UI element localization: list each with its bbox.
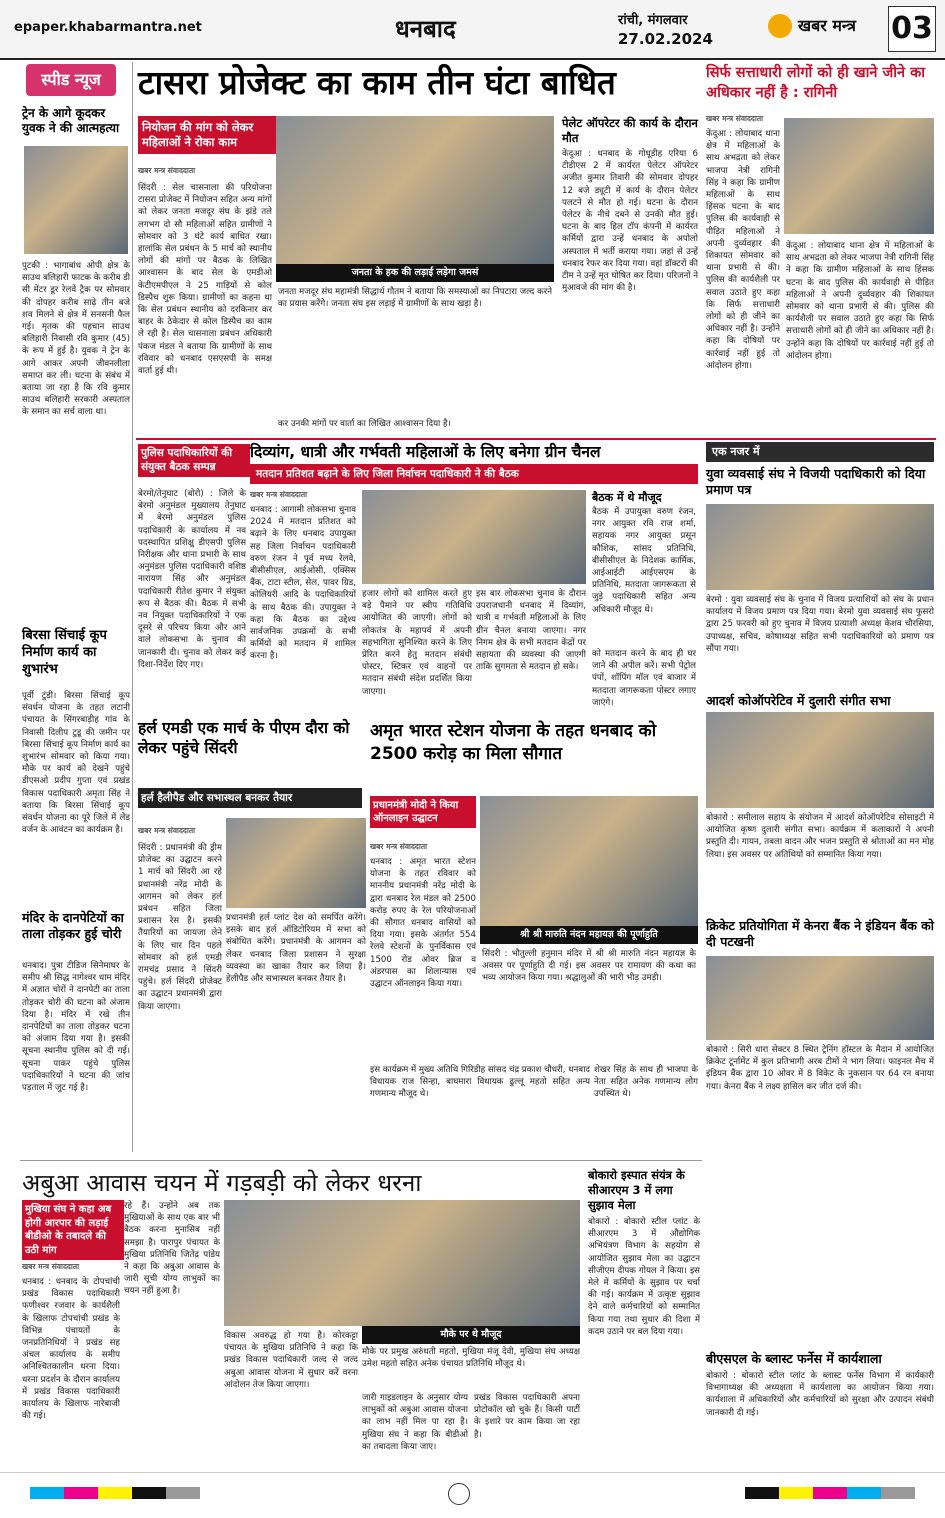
hurl-body-2: प्रधानमंत्री हर्ल प्लांट देश को समर्पित करेंगे। इसके बाद हर्ल ऑडिटोरियम में सभा को संबोधित करेंगे। प्रधानमंत्री के आगमन को लेकर धनबाद जिला प्रशासन ने सुरक्षा व्यवस्था का खाका तैयार कर लिया है। हेलीपैड और सभास्थल बनकर तैयार है।	[226, 913, 366, 985]
color-swatch-strip-left	[30, 1487, 200, 1499]
hurl-subheadline: हर्ल हैलीपैड और सभास्थल बनकर तैयार	[138, 788, 362, 808]
green-photo	[362, 490, 586, 584]
green-subheadline: मतदान प्रतिशत बढ़ाने के लिए जिला निर्वाचन पदाधिकारी ने की बैठक	[250, 464, 698, 484]
abua-photo	[224, 1200, 580, 1326]
lead-photo-body: जनता मजदूर संघ महामंत्री सिद्धार्थ गौतम ने बताया कि समस्याओं का निपटारा जल्द करने का प्रयास करेंगे। जनता संघ इस लड़ाई में ग्रामीणों के साथ खड़ा है।	[278, 287, 552, 310]
masthead-date: 27.02.2024	[618, 30, 713, 48]
green-body-3: इस बार लोकसभा चुनाव के दौरान उपराजधानी धनबाद में दिव्यांग, धात्री व गर्भवती महिलाओं के लिए ग्रीन चैनल बनाया जाएगा। नगर निगम क्षेत्र के सभी मतदान केंद्रों पर सहायता की व्यवस्था की जाएगी ताकि सुगमता से मतदान हो सके।	[476, 589, 586, 673]
speed-news-1-body: पुटकी : भागाबांध ओपी क्षेत्र के साउथ बलिहारी फाटक के करीब डी सी मेंटर डूर रेलवे ट्रैक पर सोमवार की दोपहर करीब साढ़े तीन बजे शव मिलने से क्षेत्र में सनसनी फैल गई। मृतक की पहचान साउथ बलिहारी निवासी रवि कुमार (45) के रूप में हुई है। युवक ने ट्रेन के आगे आकर अपनी जीवनलीला समाप्त कर ली। घटना के संबंध में बताया जा रहा है कि रवि कुमार साउथ बलिहारी सरकारी अस्पताल के समान का सर्च वाला था।	[22, 261, 130, 418]
green-byline: खबर मन्त्र संवाददाता	[250, 490, 308, 499]
amrit-headline: अमृत भारत स्टेशन योजना के तहत धनबाद को 2500 करोड़ का मिला सौगात	[370, 721, 657, 764]
abua-body-5: प्रखंड विकास पदाधिकारी अपना प्रोटोकॉल खो चुके हैं। किसी पार्टी के इशारे पर काम किया जा रहा है।	[474, 1393, 580, 1440]
speed-news-2-body: पूर्वी टुंडी। बिरसा सिंचाई कूप संवर्धन योजना के तहत लटानी पंचायत के सिंगरबाड़ीह गांव के निवासी दिलीप टुडू की जमीन पर बिरसा सिंचाई कूप निर्माण कार्य का शुभारंभ सोमवार को किया गया। मौके पर कार्य को देखने पहुंचे डीएसओ प्रदीप गुप्ता एवं प्रखंड विकास पदाधिकारी अमृता सिंह ने बताया कि बिरसा सिंचाई कूप संवर्धन योजना का पूरे जिले में लेंड वर्जन के आवंटन का कार्यक्रम है।	[22, 691, 130, 836]
hurl-byline: खबर मन्त्र संवाददाता	[138, 826, 196, 835]
speed-news-label: स्पीड न्यूज	[26, 64, 116, 96]
upper-divider	[136, 438, 936, 440]
abua-body-2: रहे हैं। उन्होंने अब तक मुखियाओं के साथ एक बार भी बैठक करना मुनासिब नहीं समझा है। पारापुर पंचायत के मुखिया प्रतिनिधि जितेंद्र पांडेय ने कहा कि अबुआ आवास के जारी सूची योग्य लाभुकों का चयन नहीं हुआ है।	[124, 1201, 220, 1297]
right-1-body: बेरमो : युवा व्यवसाई संघ के चुनाव में विजय प्रत्याशियों को संघ के प्रधान कार्यालय में विजय प्रमाण पत्र दिया गया। बेरमो युवा व्यवसाई संघ फुसरो द्वारा 25 फरवरी को हुए चुनाव में विजय प्रत्याशी अध्यक्ष केशव चौरसिया, उपाध्यक्ष, सचिव, कोषाध्यक्ष सहित सभी पदाधिकारियों को प्रमाण पत्र सौंपा गया।	[706, 595, 934, 654]
hurl-photo	[226, 818, 366, 908]
ragini-body: केंदुआ : लोयाबाद थाना क्षेत्र में महिलाओं के साथ अभद्रता को लेकर भाजपा नेत्री रागिनी सिंह ने कहा कि ग्रामीण महिलाओं के साथ हिंसक घटना के बाद पुलिस की कार्यवाही से पीड़ित महिलाओं ने अपनी दुर्व्यवहार की शिकायत सोमवार को थाना प्रभारी से की। पुलिस की कार्यशैली पर सवाल उठाते हुए कहा कि सिर्फ सत्ताधारी लोगों को ही जीने का अधिकार नहीं है। उन्होंने कहा कि दोषियों पर कार्रवाई नहीं हुई तो आंदोलन होगा।	[706, 129, 780, 371]
right-2-photo	[706, 712, 934, 808]
right-4-headline: बीएसएल के ब्लास्ट फर्नेस में कार्यशाला	[706, 1351, 882, 1366]
abua-photo-caption: मौके पर थे मौजूद	[362, 1326, 580, 1344]
right-3-body: बोकारो : सिरी धारा सेक्टर 8 स्थित ट्रेनिंग हॉस्टल के मैदान में आयोजित क्रिकेट टूर्नामेंट में कुल प्रतिभागी अरब टीमों ने भाग लिया। फाइनल मैच में इंडियन बैंक द्वारा 10 ओवर में 8 विकेट के नुकसान पर 64 रन बनाया गया। केनरा बैंक ने लक्ष्य हासिल कर जीत दर्ज की।	[706, 1045, 934, 1092]
lead-byline: खबर मन्त्र संवाददाता	[138, 166, 196, 175]
speed-news-3-body: धनबाद। पुत्रा टीडिज सिनेमाघर के समीप श्री सिद्ध नागेश्वर धाम मंदिर में अज्ञात चोरों ने दानपेटी का ताला तोड़कर चोरी की घटना को अंजाम दिया है। मंदिर में रखे तीन दानपेटियों का ताला तोड़कर घटना को अंजाम दिया गया है। इसकी सूचना स्थानीय पुलिस को दी गई। सूचना पाकर पहुंचे पुलिस पदाधिकारियों ने घटना की जांच पड़ताल में जुट गई है।	[22, 961, 130, 1094]
abua-byline: खबर मन्त्र संवाददाता	[22, 1262, 80, 1271]
page-number: 03	[888, 6, 936, 52]
brand-logo-icon	[768, 14, 792, 38]
right-1-headline: युवा व्यवसाई संघ ने विजयी पदाधिकारी को दिया प्रमाण पत्र	[706, 466, 926, 498]
hurl-headline: हर्ल एमडी एक मार्च के पीएम दौरा को लेकर पहुंचे सिंदरी	[138, 719, 350, 758]
lead-tail: कर उनकी मांगों पर वार्ता का लिखित आश्वासन दिया है।	[278, 419, 451, 429]
speed-news-3-title: मंदिर के दानपेटियों का ताला तोड़कर हुई चोरी	[22, 910, 124, 942]
masthead-place-day: रांची, मंगलवार	[618, 13, 688, 28]
amrit-photo	[480, 796, 698, 926]
green-attendees-body: बैठक में उपायुक्त वरुण रंजन, नगर आयुक्त रवि राज शर्मा, सहायक नगर आयुक्त प्रसून कौशिक, सांसद प्रतिनिधि, बीसीसीएल के निदेशक कार्मिक, आईआईटी आईएसएम के प्रतिनिधि, मतदाता जागरूकता से जुड़े पदाधिकारी सहित अन्य अधिकारी मौजूद थे।	[592, 507, 696, 615]
ragini-byline: खबर मन्त्र संवाददाता	[706, 114, 764, 123]
lead-subheadline: नियोजन की मांग को लेकर महिलाओं ने रोका काम	[138, 116, 280, 154]
registration-mark-icon	[448, 1483, 470, 1505]
pellet-body: केंदुआ : धनबाद के गोधूडीह एरिया 6 टीडीएस 2 में कार्यरत पेलेटर ऑपरेटर अजीत कुमार तिवारी की सोमवार दोपहर 12 बजे ड्यूटी में कार्य के दौरान पेलेटर पलटने से मौत हो गई। घटना के दौरान पेलेटर के नीचे दबने से उनकी मौत हुई। घटना के बाद हिल टॉप कंपनी में कार्यरत कर्मियों द्वारा उन्हें धनबाद के अपोलो अस्पताल में भर्ती कराया गया। जहां से उन्हें धनबाद रेफर कर दिया गया। वहां डॉक्टरों की टीम ने उन्हें मृत घोषित कर दिया। परिजनों ने मुआवजे की मांग की है।	[562, 149, 698, 294]
green-headline: दिव्यांग, धात्री और गर्भवती महिलाओं के लिए बनेगा ग्रीन चैनल	[250, 443, 601, 461]
amrit-body-2: इस कार्यक्रम में मुख्य अतिथि गिरिडीह सांसद चंद्र प्रकाश चौधरी, धनबाद विधायक राज सिन्हा, बाघमारा विधायक ढुल्लू महतो सहित अन्य गणमान्य मौजूद थे।	[370, 1065, 590, 1100]
amrit-photo-body: सिंदरी : भौतुल्ली हनुमान मंदिर में श्री श्री मारुति नंदन महायज्ञ के अवसर पर पूर्णाहुति दी गई। इस अवसर पर रामायण की कथा का भव्य आयोजन किया गया। श्रद्धालुओं की भारी भीड़ उमड़ी।	[482, 949, 696, 984]
left-column-divider	[132, 62, 133, 1152]
green-body-1: धनबाद : आगामी लोकसभा चुनाव 2024 में मतदान प्रतिशत को बढ़ाने के लिए धनबाद उपायुक्त सह जिला निर्वाचन पदाधिकारी वरुण रंजन ने पूर्व मध्य रेलवे, बीसीसीएल, आईओसी, एक्सिस बैंक, टाटा स्टील, सेल, पावर ग्रिड, कोलियरी आदि के पदाधिकारियों के साथ बैठक की। उपायुक्त ने कहा कि बैठक का उद्देश्य सार्वजनिक उपक्रमों के सभी कर्मियों को मतदान में शामिल करना है।	[250, 505, 356, 662]
green-body-2: हजार लोगों को शामिल करते हुए बड़े पैमाने पर स्वीप गतिविधि आयोजित की जाएगी। लोगों को लोकतंत्र के महापर्व में अपनी सहभागिता सुनिश्चित करने के लिए प्रेरित करने हेतु मतदान संबंधी पोस्टर, स्टिकर एवं वाहनों पर मतदान संबंधी संदेश प्रदर्शित किया जाएगा।	[362, 589, 472, 697]
police-headline: पुलिस पदाधिकारियों की संयुक्त बैठक सम्पन्न	[138, 444, 250, 477]
right-3-headline: क्रिकेट प्रतियोगिता में केनरा बैंक ने इंडियन बैंक को दी पटखनी	[706, 918, 935, 950]
lower-divider	[20, 1160, 702, 1161]
ragini-body-right: केंदुआ : लोयाबाद थाना क्षेत्र में महिलाओं के साथ अभद्रता को लेकर भाजपा नेत्री रागिनी सिंह ने कहा कि ग्रामीण महिलाओं के साथ हिंसक घटना के बाद पुलिस की कार्यवाही से पीड़ित महिलाओं ने अपनी दुर्व्यवहार की शिकायत सोमवार को थाना प्रभारी से की। पुलिस की कार्यशैली पर सवाल उठाते हुए कहा कि सिर्फ सत्ताधारी लोगों को ही जीने का अधिकार नहीं है। उन्होंने कहा कि दोषियों पर कार्रवाई नहीं हुई तो आंदोलन होगा।	[786, 241, 934, 361]
abua-photo-body: मौके पर प्रमुख अरुंधती महतो, मुखिया मंजू देवी, मुखिया संघ अध्यक्ष उमेश महतो सहित अनेक पंचायत प्रतिनिधि मौजूद थे।	[362, 1347, 580, 1370]
speed-news-2-title: बिरसा सिंचाई कूप निर्माण कार्य का शुभारंभ	[22, 628, 107, 677]
green-attendees-title: बैठक में थे मौजूद	[592, 491, 662, 504]
masthead	[0, 0, 945, 60]
abua-headline: अबुआ आवास चयन में गड़बड़ी को लेकर धरना	[22, 1169, 422, 1197]
amrit-byline: खबर मन्त्र संवाददाता	[370, 842, 428, 851]
abua-body-3: विकास अवरुद्ध हो गया है। कोरकट्टा पंचायत के मुखिया प्रतिनिधि ने कहा कि प्रखंड विकास पदाधिकारी जल्द से जल्द अबुआ आवास योजना में सुधार करें वरना आंदोलन तेज किया जाएगा।	[224, 1331, 358, 1390]
masthead-city: धनबाद	[395, 15, 456, 43]
green-attendees-tail: को मतदान करने के बाद ही घर जाने की अपील करें। सभी पेट्रोल पंपों, शॉपिंग मॉल एवं बाजार में मतदाता जागरूकता पोस्टर लगाए जाएंगे।	[592, 649, 696, 708]
amrit-tail: शेखर सिंह के साथ ही भाजपा के नेता सहित अनेक गणमान्य लोग उपस्थित थे।	[594, 1065, 698, 1100]
police-body: बेरमो/तेनुघाट (बोरो) : जिले के बेरमो अनुमंडल मुख्यालय तेनुघाट में बेरमो अनुमंडल पुलिस पदाधिकारी के कार्यालय में नव पदस्थापित प्रशिक्षु डीएसपी पुलिस निरीक्षक और थाना प्रभारी के साथ अनुमंडल पुलिस पदाधिकारी वशिष्ठ नारायण सिंह और अनुमंडल पदाधिकारी रीतेश कुमार ने संयुक्त रूप से बैठक की। बैठक में सभी नव नियुक्त पदाधिकारियों ने एक दूसरे से परिचय किया और आने वाले लोकसभा के चुनाव की जानकारी दी। चुनाव को लेकर कई दिशा-निर्देश दिए गए।	[138, 489, 246, 670]
color-swatch-strip-right	[745, 1487, 915, 1499]
masthead-site[interactable]: epaper.khabarmantra.net	[14, 20, 202, 35]
right-2-body: बोकारो : समीलाल सहाय के संयोजन में आदर्श कोऑपरेटिव सोसाइटी में आयोजित कृष्ण दुलारी संगीत सभा। कार्यक्रम में कलाकारों ने अपनी प्रस्तुति दी। गायन, तबला वादन और भजन प्रस्तुति से श्रोताओं का मन मोह लिया। इस अवसर पर अतिथियों को सम्मानित किया गया।	[706, 813, 934, 860]
ragini-headline: सिर्फ सत्ताधारी लोगों को ही खाने जीने का अधिकार नहीं है : रागिनी	[706, 65, 925, 101]
speed-news-1-title: ट्रेन के आगे कूदकर युवक ने की आत्महत्या	[22, 106, 120, 135]
speed-news-1-photo	[24, 146, 128, 254]
bokaro-headline: बोकारो इस्पात संयंत्र के सीआरएम 3 में लगा सुझाव मेला	[588, 1168, 685, 1212]
lead-body: सिंदरी : सेल चासनाला की परियोजना टासरा प्रोजेक्ट में नियोजन सहित अन्य मांगों को लेकर जनता मजदूर संघ के झंडे तले लगभग दो सौ महिलाओं सहित ग्रामीणों ने सोमवार को 3 घंटे कार्य बाधित रखा। हालांकि सेल प्रबंधन के 5 मार्च को स्थानीय लोगों की मांगों पर बैठक के लिखित आश्वासन के बाद सेल के एमडीओ केटीएमपीएल ने 25 गाड़ियों से कोल डिस्पैच शुरू किया। ग्रामीणों का कहना था कि सेल प्रबंधन स्थानीय को दरकिनार कर बाहर के ठेकेदार से कोल डिस्पैच का काम ले रही है। सेल चासनाला प्रबंधन अधिकारी पंकज मंडल ने बताया कि ग्रामीणों के साथ रविवार को धनबाद एसएसपी के समक्ष वार्ता हुई थी।	[138, 183, 272, 377]
abua-body-1: धनबाद : धनबाद के टोपचांची प्रखंड विकास पदाधिकारी फणीश्वर रजवार के कार्यशैली के खिलाफ टोपचांची प्रखंड के विभिन्न पंचायतों के जनप्रतिनिधियों ने प्रखंड सह अंचल कार्यालय के समीप अनिश्चितकालीन धरना दिया। धरना प्रदर्शन के दौरान कार्यालय में प्रखंड विकास पदाधिकारी कार्यालय के खिलाफ नारेबाजी की गई।	[22, 1277, 120, 1422]
footer-bar	[0, 1472, 945, 1518]
right-3-photo	[706, 956, 934, 1040]
hurl-body-1: सिंदरी : प्रधानमंत्री की ड्रीम प्रोजेक्ट का उद्घाटन करने 1 मार्च को सिंदरी आ रहे प्रधानमंत्री नरेंद्र मोदी के आगमन को लेकर हर्ल प्रबंधन सहित जिला प्रशासन रेस है। इसकी तैयारियों का जायजा लेने के लिए चार दिन पहले सोमवार को हर्ल एमडी रामचंद्र प्रसाद ने सिंदरी पहुंचे। हर्ल सिंदरी प्रोजेक्ट का उद्घाटन प्रधानमंत्री द्वारा किया जाएगा।	[138, 843, 222, 1012]
ragini-photo	[784, 118, 934, 234]
right-1-photo	[706, 504, 934, 590]
amrit-photo-caption: श्री श्री मारुति नंदन महायज्ञ की पूर्णाहुति	[480, 926, 698, 944]
abua-subheadline: मुखिया संघ ने कहा अब होगी आरपार की लड़ाई बीडीओ के तबादले की उठी मांग	[22, 1200, 124, 1260]
amrit-body-1: धनबाद : अमृत भारत स्टेशन योजना के तहत रविवार को माननीय प्रधानमंत्री नरेंद्र मोदी के द्वारा धनबाद रेल मंडल को 2500 करोड़ रुपए के रेल परियोजनाओं की सौगात धनबाद वासियों को दिया गया। इसके अंतर्गत 554 रेलवे स्टेशनों के पुनर्विकास एवं 1500 रोड ओवर ब्रिज व अंडरपास का शिलान्यास एवं उद्घाटन ऑनलाइन किया गया।	[370, 857, 476, 990]
bokaro-body: बोकारो : बोकारो स्टील प्लांट के सीआरएम 3 में औद्योगिक अभियंत्रण विभाग के सहयोग से आयोजित सुझाव मेला का उद्घाटन सीजीएम दीपक गोयल ने किया। इस मेले में कर्मियों के सुझाव पर चर्चा की गई। कार्यक्रम में उत्कृष्ट सुझाव देने वाले कर्मचारियों को सम्मानित किया गया तथा सुधार की दिशा में कदम उठाने पर बल दिया गया।	[588, 1217, 700, 1337]
right-2-headline: आदर्श कोऑपरेटिव में दुलारी संगीत सभा	[706, 693, 891, 708]
ek-najar-label: एक नजर में	[706, 442, 934, 462]
lead-headline: टासरा प्रोजेक्ट का काम तीन घंटा बाधित	[138, 63, 616, 102]
right-4-body: बोकारो : बोकारो स्टील प्लांट के ब्लास्ट फर्नेस विभाग में कार्यकारी विभागाध्यक्ष की अध्यक्षता में कार्यशाला का आयोजन किया गया। कार्यशाला में अधिकारियों और कर्मचारियों को सुरक्षा और उत्पादन संबंधी जानकारी दी गई।	[706, 1371, 934, 1418]
lead-photo	[276, 116, 554, 264]
abua-body-4: जारी गाइडलाइन के अनुसार योग्य लाभुकों को अबुआ आवास योजना का लाभ नहीं मिल पा रहा है। मुखिया संघ ने कहा कि बीडीओ का तबादला किया जाए।	[362, 1393, 468, 1452]
masthead-brand: खबर मन्त्र	[798, 16, 856, 35]
amrit-subheadline: प्रधानमंत्री मोदी ने किया ऑनलाइन उद्घाटन	[370, 796, 476, 828]
lead-photo-caption: जनता के हक की लड़ाई लड़ेगा जमसं	[276, 264, 554, 282]
pellet-headline: पेलेट ऑपरेटर की कार्य के दौरान मौत	[562, 116, 698, 145]
